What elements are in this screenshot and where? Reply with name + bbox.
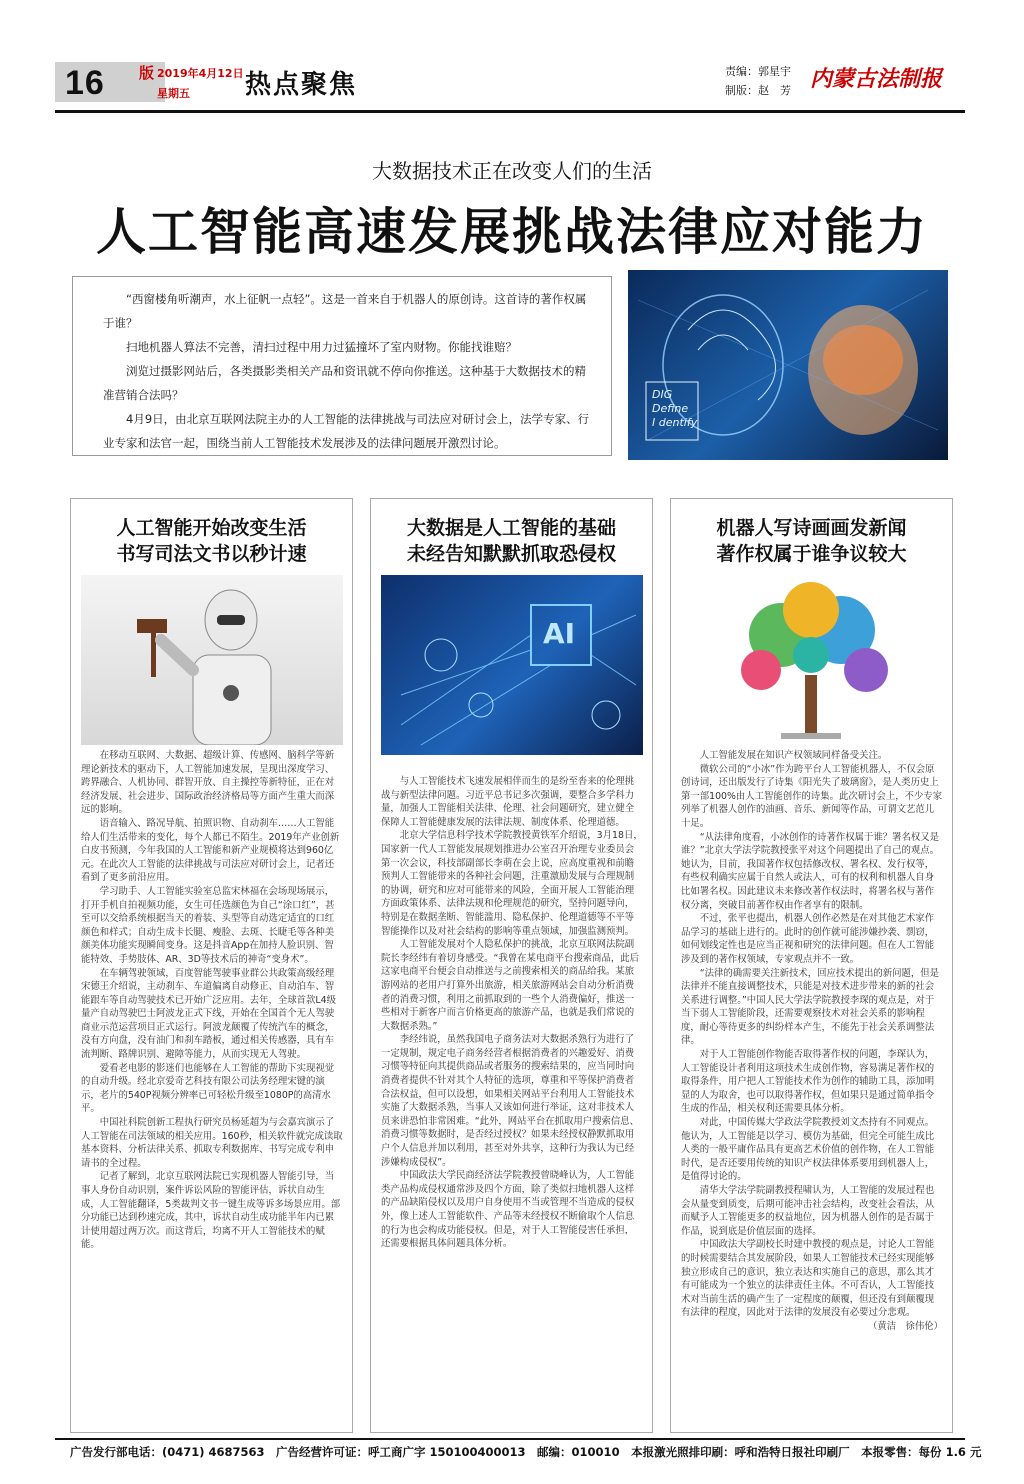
newspaper-logo: 内蒙古法制报 (810, 66, 943, 92)
column-paragraph: 在车辆驾驶领域，百度智能驾驶事业群公共政策高级经理宋德王介绍说，主动刹车、车道偏离自动修正、自动泊车、智能跟车等自动驾驶技术已开始广泛应用。去年，全球首款L4级量产自动驾驶巴士阿波龙正式下线，开始在全国首个无人驾驶商业示范运营项目正式运行。阿波龙颠覆了传统汽车的概念，没有方向盘，没有油门和刹车踏板，通过相关传感器，具有车流判断、路牌识别、避障等能力，从而实现无人驾驶。 (81, 967, 336, 1061)
column-paragraph: 记者了解到，北京互联网法院已实现机器人智能引导，当事人身份自动识别，案件诉讼风险的智能评估，诉状自动生成，人工智能翻译，5类裁判文书一键生成等诉多场景应用。部分功能已达到秒速完成，其中，诉状自动生成功能半年内已累计使用超过两万次。而这背后，均离不开人工智能技术的赋能。 (81, 1171, 341, 1251)
robot-judge-image (81, 575, 343, 745)
issue-date-block (135, 64, 244, 104)
page-header (55, 58, 965, 110)
column-title-line: 未经告知默默抓取恐侵权 (406, 543, 616, 565)
column-title (371, 515, 652, 567)
column-title-line: 著作权属于谁争议较大 (716, 543, 907, 565)
column-title (671, 515, 952, 567)
column-body (681, 749, 943, 1425)
column-body (81, 749, 343, 1425)
column-paragraph: 对此，中国传媒大学政法学院教授刘文杰持有不同观点。他认为，人工智能是以学习、模仿为基础，但完全可能生成比人类的一般平庸作品具有更高艺术价值的创作物，在人工智能时代，是否还要用传统的知识产权法律体系要用到机器人上，是值得讨论的。 (681, 1117, 935, 1183)
tree-of-ideas-illustration (681, 575, 943, 745)
column-paragraph: 人工智能发展在知识产权领域同样备受关注。 (699, 750, 888, 761)
page-label: 版 (139, 64, 155, 82)
image-label: I dentify (652, 416, 698, 429)
ai-chip-image (381, 575, 643, 755)
column-title-line: 机器人写诗画画发新闻 (716, 517, 907, 539)
column-title-line: 人工智能开始改变生活 (116, 517, 307, 539)
issue-date: 2019年4月12日 (157, 67, 244, 80)
column-paragraph: 中国政法大学副校长时建中教授的观点是，讨论人工智能的时候需要结合其发展阶段，如果人工智能技术已经实现能够独立形成自己的意识，独立表达和实施自己的意思，那么其才有可能成为一个独立的法律责任主体。不可否认，人工智能技术对当前生活的确产生了一定程度的颠覆，但还没有到颠覆现有法律的程度，因此对于法律的发展没有必要过分悲观。 (681, 1239, 935, 1319)
header-divider (55, 110, 965, 113)
editor-credits (725, 62, 791, 100)
editor-name: 责编：郭星宇 (725, 65, 791, 78)
image-handwriting (652, 388, 697, 430)
column-paragraph: 中国政法大学民商经济法学院教授曾晓峰认为，人工智能类产品构成侵权通常涉及四个方面，除了类似扫地机器人这样的产品缺陷侵权以及用户自身使用不当或管理不当造成的侵权外，像上述人工智能软件、产品等未经授权不断偷取个人信息的行为也会构成功能侵权。但是，对于人工智能侵害任承担，还需要根据具体问题具体分析。 (381, 1170, 635, 1250)
column-paragraph: 学习助手、人工智能实验室总监宋林福在会场现场展示，打开手机自拍视频功能，女生可任选颜色为自己“涂口红”，甚至可以交给系统根据当天的着装、头型等自动选定适宜的口红颜色和样式；自动生成卡长腿、瘦脸、去斑、长睫毛等各种美颜美体功能实现瞬间变身。这是抖音App在加持人脸识别、智能特效、手势肢体、AR、3D等技术后的神奇“变身术”。 (81, 885, 335, 965)
lead-paragraph: 4月9日，由北京互联网法院主办的人工智能的法律挑战与司法应对研讨会上，法学专家、行业专家和法官一起，围绕当前人工智能技术发展涉及的法律问题展开激烈讨论。 (103, 412, 590, 450)
article-headline: 人工智能高速发展挑战法律应对能力 (96, 202, 928, 261)
lead-paragraph: 扫地机器人算法不完善，清扫过程中用力过猛撞坏了室内财物。你能找谁赔？ (126, 340, 517, 354)
column-paragraph: 在移动互联网、大数据、超级计算、传感网、脑科学等新理论新技术的驱动下，人工智能加速发展，呈现出深度学习、跨界融合、人机协同、群智开放、自主操控等新特征，正在对经济发展、社会进步、国际政治经济格局等方面产生重大而深远的影响。 (81, 750, 335, 816)
ai-brain-illustration (628, 270, 948, 460)
column-paragraph: 清华大学法学院副教授程啸认为，人工智能的发展过程也会从量变到质变，后期可能冲击社会结构，改变社会看法，从而赋予人工智能更多的权益地位，因为机器人创作的是否属于作品，说到底是价值层面的选择。 (681, 1185, 935, 1237)
ai-chip-illustration (381, 575, 643, 755)
column-title-line: 书写司法文书以秒计速 (116, 543, 307, 565)
column-paragraph: 语音输入、路况导航、拍照识物、自动刹车……人工智能给人们生活带来的变化，每个人都已不陌生。2019年产业创新白皮书预测，今年我国的人工智能和新产业规模将达到960亿元。在此次人工智能的法律挑战与司法应对研讨会上，记者还看到了更多前沿应用。 (81, 817, 340, 884)
column-paragraph: 与人工智能技术飞速发展相伴而生的是纷至沓来的伦理挑战与新型法律问题。习近平总书记多次强调，要整合多学科力量，加强人工智能相关法律、伦理、社会问题研究，建立健全保障人工智能健康发展的法律法规、制度体系、伦理道德。 (381, 776, 635, 828)
column-paragraph: 人工智能发展对个人隐私保护的挑战，北京互联网法院副院长李经纬有着切身感受。“我曾在某电商平台搜索商品，此后这家电商平台便会自动推送与之前搜索相关的商品给我。某旅游网站的老用户打算外出旅游，相关旅游网站会自动分析消费者的消费习惯，利用之前抓取到的一些个人消费偏好，推送一些相对于新客户而言价格更高的旅游产品，也就是我们常说的大数据杀熟。” (381, 939, 639, 1032)
page-number: 16 (65, 64, 105, 102)
column-paragraph: 爱看老电影的影迷们也能够在人工智能的帮助下实现视觉的自动升级。经北京爱奇艺科技有限公司法务经理宋键的演示，老片的540P视频分辨率已可轻松升级至1080P的高清水平。 (81, 1062, 335, 1115)
lead-paragraph: 浏览过摄影网站后，各类摄影类相关产品和资讯就不停向你推送。这种基于大数据技术的精准营销合法吗？ (103, 364, 586, 402)
article-lead (72, 276, 612, 456)
column-copyright (670, 498, 953, 1433)
section-title: 热点聚焦 (245, 70, 358, 100)
lead-paragraph: “西窗楼角听潮声，水上征帆一点轻”。这是一首来自于机器人的原创诗。这首诗的著作权属于谁？ (103, 292, 587, 330)
image-label: DIG (652, 388, 673, 401)
article-byline: （黄洁 徐伟伦） (867, 1320, 943, 1332)
column-body (381, 775, 643, 1425)
column-paragraph: 北京大学信息科学技术学院教授黄铁军介绍说，3月18日，国家新一代人工智能发展规划推进办公室召开治理专业委员会第一次会议，科技部副部长李萌在会上说，应高度重视和前瞻预判人工智能带来的各种社会问题，注重激励发展与合理规制的协调，研究和应对可能带来的风险，全面开展人工智能治理方面政策体系、法律法规和伦理规范的研究，坚持问题导向，特别是在数据垄断、智能滥用、隐私保护、伦理道德等不平等智能操作以及对社会结构的影响等重点领域，加强监测预判。 (381, 830, 643, 937)
issue-weekday: 星期五 (157, 87, 190, 100)
article-subtitle: 大数据技术正在改变人们的生活 (372, 159, 652, 183)
column-title (71, 515, 352, 567)
column-big-data (370, 498, 653, 1433)
column-paragraph: 微软公司的“小冰”作为跨平台人工智能机器人，不仅会原创诗词，还出版发行了诗集《阳光失了玻璃窗》，是人类历史上第一部100%由人工智能创作的诗集。此次研讨会上，不少专家列举了机器人创作的油画、音乐、新闻等作品，可谓文艺范儿十足。 (681, 763, 943, 829)
column-paragraph: “法律的确需要关注新技术，回应技术提出的新问题，但是法律并不能直接调整技术，只能是对技术进步带来的新的社会关系进行调整。”中国人民大学法学院教授李琛的观点是，对于当下弱人工智能阶段，还需要观察技术对社会关系的影响程度，耐心等待更多的纠纷样本产生，不能先于社会关系调整法律。 (681, 967, 940, 1047)
image-label: AI (543, 617, 576, 650)
idea-tree-image (681, 575, 943, 745)
lead-image-ai-brain (628, 270, 948, 460)
producer-name: 制版：赵 芳 (725, 84, 791, 97)
column-ai-life (70, 498, 353, 1433)
column-title-line: 大数据是人工智能的基础 (406, 517, 616, 539)
column-paragraph: 李经纬说，虽然我国电子商务法对大数据杀熟行为进行了一定规制，规定电子商务经营者根据消费者的兴趣爱好、消费习惯等特征向其提供商品或者服务的搜索结果的，应当同时向消费者提供不针对其个人特征的选项，尊重和平等保护消费者合法权益，但可以设想，如果相关网站平台利用人工智能技术实施了大数据杀熟，当事人又该如何进行举证，这对非技术人员来讲恐怕非常困难。“此外，网站平台在抓取用户搜索信息、消费习惯等数据时，是否经过授权？如果未经授权静默抓取用户个人信息并加以利用，甚至对外共享，这种行为我认为已经涉嫌构成侵权”。 (381, 1034, 639, 1168)
footer-divider (55, 1438, 965, 1440)
column-paragraph: 中国社科院创新工程执行研究员杨延超为与会嘉宾演示了人工智能在司法领域的相关应用。160秒，相关软件就完成读取基本资料、分析法律关系、抓取专利数据库、书写完成专利申请书的全过程。 (81, 1117, 343, 1169)
image-label: Define (652, 402, 689, 415)
column-paragraph: “从法律角度看，小冰创作的诗著作权属于谁？署名权又是谁？”北京大学法学院教授张平对这个问题提出了自己的观点。她认为，目前，我国著作权包括修改权、署名权、发行权等，有些权利确实应属于自然人或法人，可有的权利和机器人自身比如署名权。因此建议未来修改著作权法时，将署名权与著作权分离，突破目前著作权由作者享有的限制。 (681, 831, 940, 911)
robot-with-gavel-illustration (81, 575, 343, 745)
footer-info: 广告发行部电话：(0471) 4687563 广告经营许可证：呼工商广字 150100400013 邮编：010010 本报激光照排印刷：呼和浩特日报社印刷厂 本报零售：每份 1.6 元 (70, 1445, 982, 1459)
column-paragraph: 不过，张平也提出，机器人创作必然是在对其他艺术家作品学习的基础上进行的。此时的创作就可能涉嫌抄袭、剽窃，如何划线定性也是应当正视和研究的法律问题。但在人工智能涉及到的著作权领域，专家观点并不一致。 (681, 913, 935, 965)
column-paragraph: 对于人工智能创作物能否取得著作权的问题，李琛认为，人工智能设计者利用这项技术生成创作物，容易满足著作权的取得条件，用户把人工智能技术作为创作的辅助工具，添加明显的人为取舍，也可以取得著作权，但如果只是通过简单指令生成的作品，相关权利还需要具体分析。 (681, 1049, 935, 1115)
